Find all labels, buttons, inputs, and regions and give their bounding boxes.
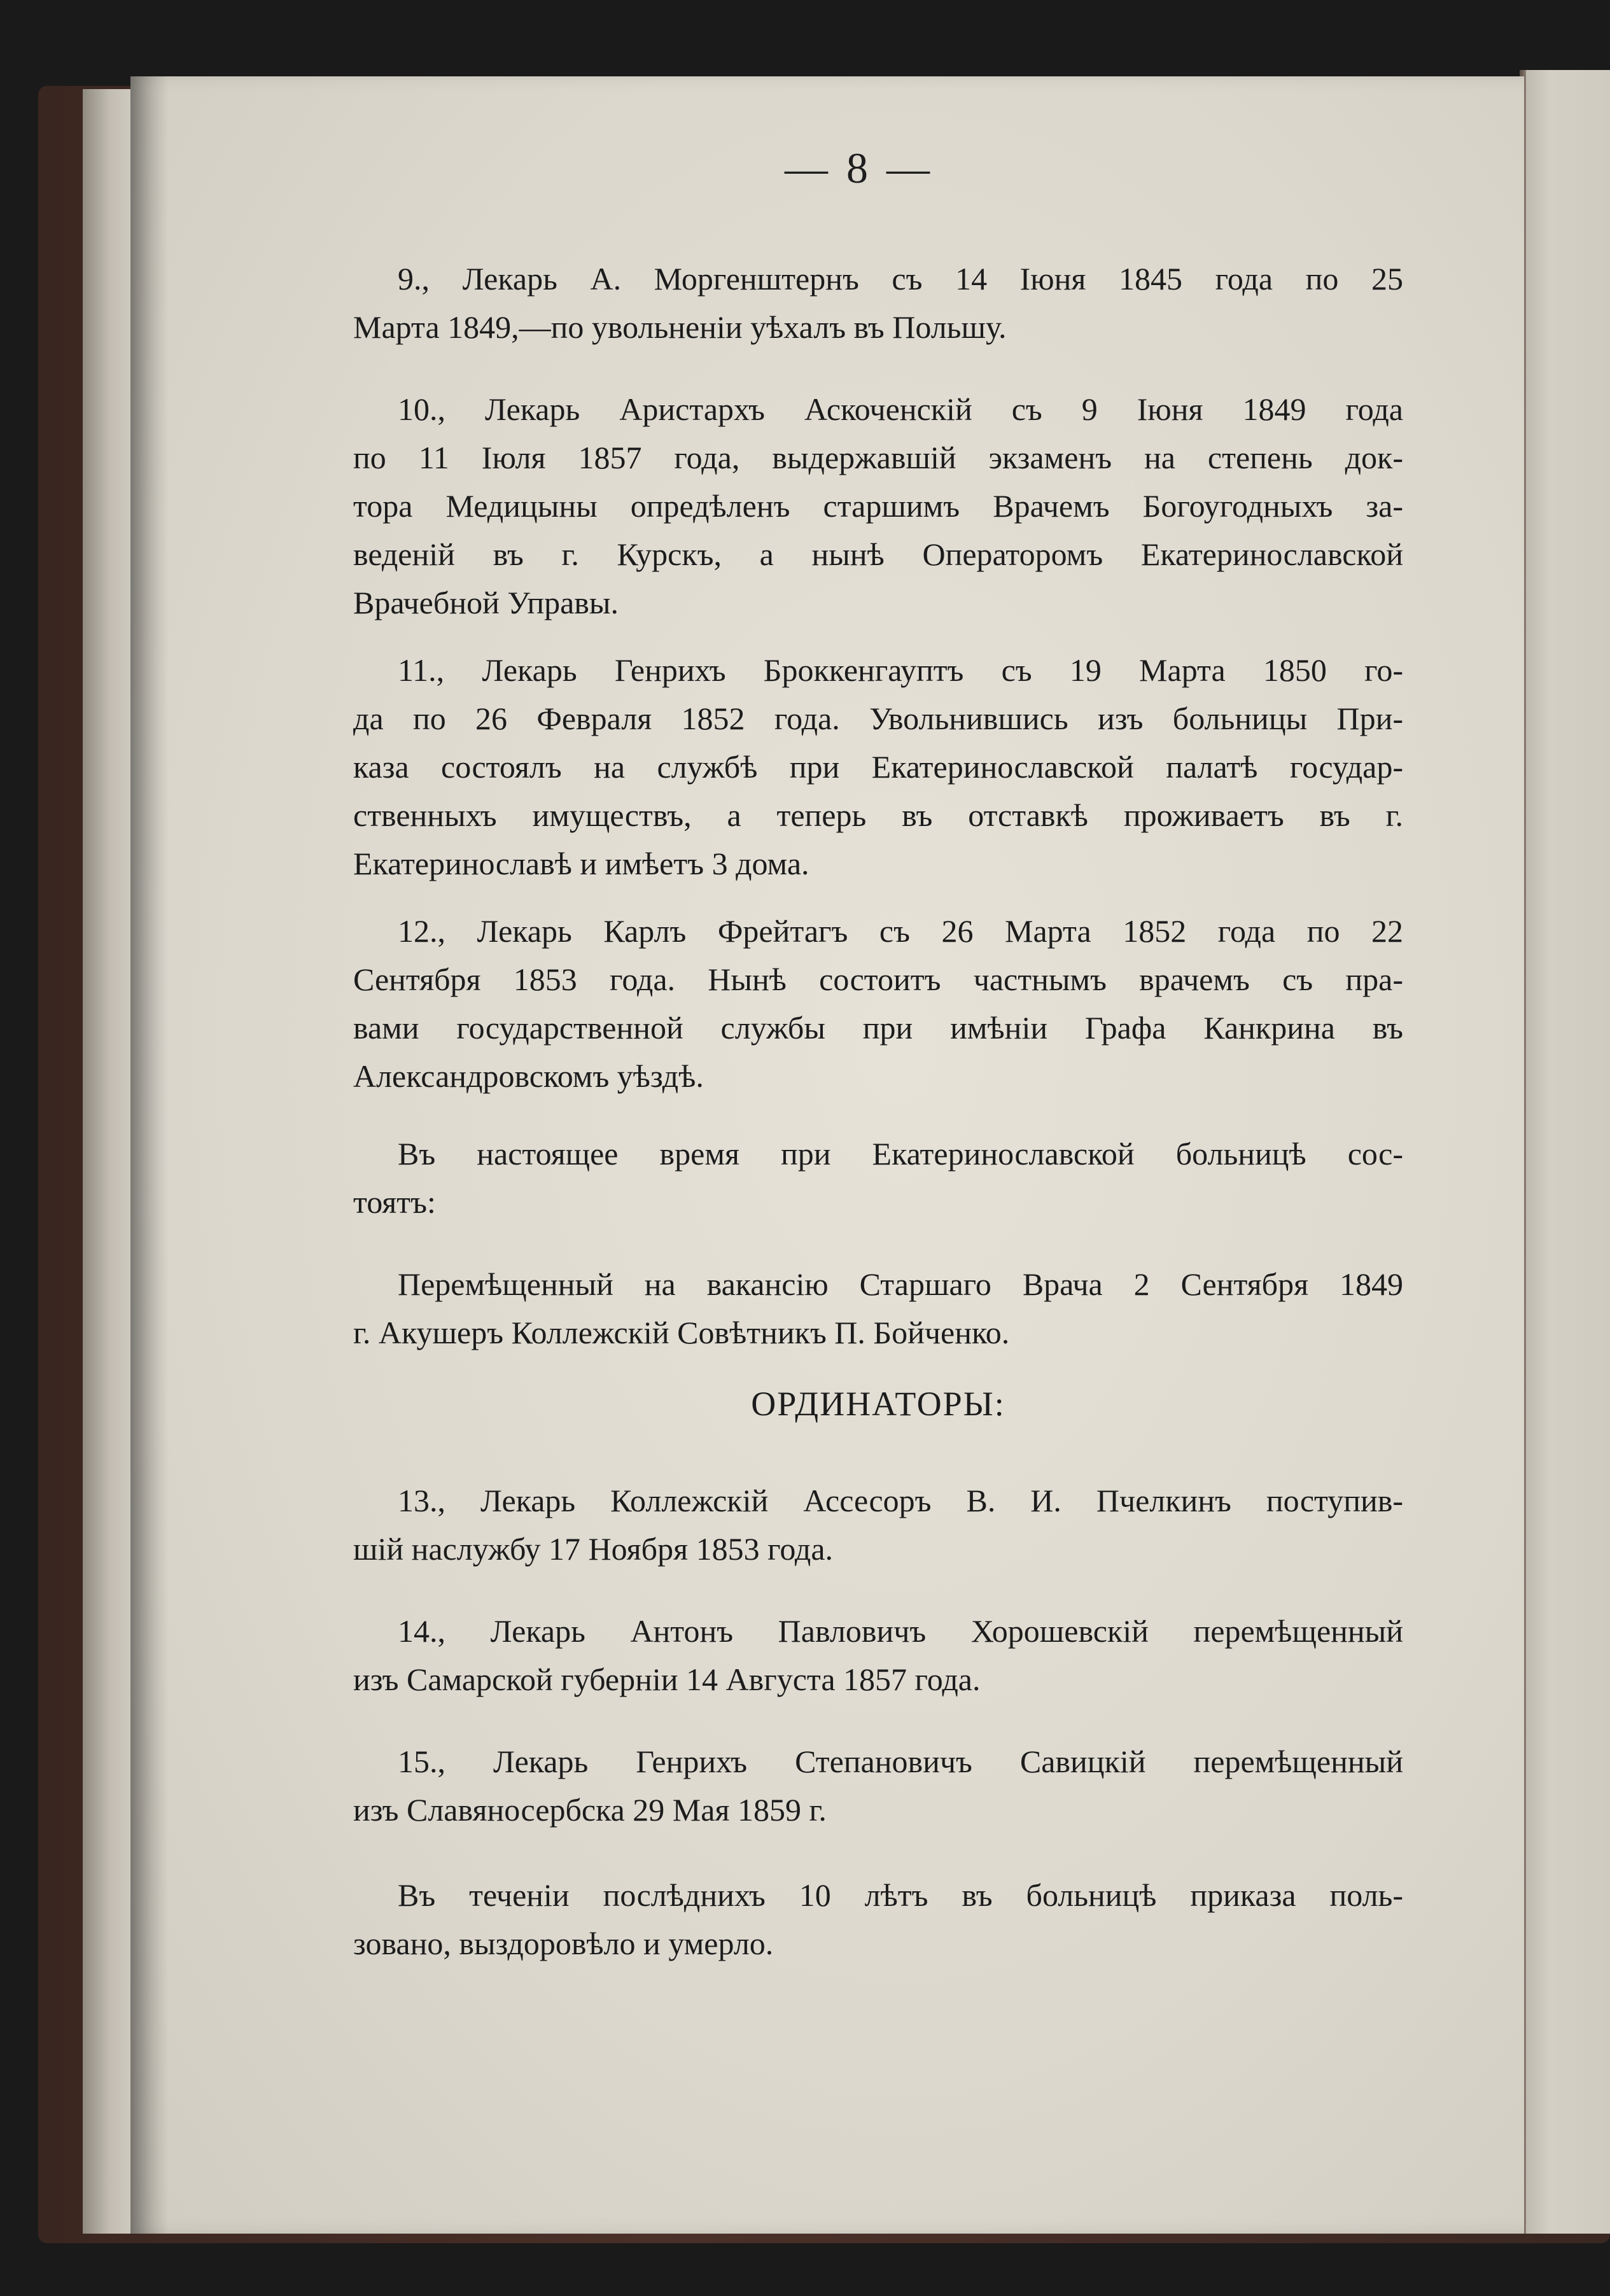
text-line: вами государственной службы при имѣніи Графа Канкрина въ <box>353 1010 1403 1046</box>
text-line: по 11 Іюля 1857 года, выдержавшій экзаменъ на степень док- <box>353 440 1403 475</box>
text-line: ственныхъ имуществъ, а теперь въ отставкѣ проживаетъ въ г. <box>353 797 1403 833</box>
text-line: Перемѣщенный на вакансію Старшаго Врача 2 Сентября 1849 <box>398 1266 1403 1302</box>
entry-11 <box>353 646 1403 888</box>
entry-14 <box>353 1607 1403 1704</box>
text-line: 13., Лекарь Коллежскій Ассесоръ В. И. Пчелкинъ поступив- <box>398 1483 1403 1518</box>
text-line: тоятъ: <box>353 1184 436 1220</box>
text-line: изъ Самарской губерніи 14 Августа 1857 года. <box>353 1662 981 1697</box>
entry-13 <box>353 1476 1403 1573</box>
text-line: 15., Лекарь Генрихъ Степановичъ Савицкій перемѣщенный <box>398 1744 1403 1779</box>
entry-12 <box>353 907 1403 1100</box>
text-line: Марта 1849,—по увольненіи уѣхалъ въ Польшу. <box>353 309 1007 345</box>
current-staff-intro <box>353 1130 1403 1226</box>
text-line: тора Медицыны опредѣленъ старшимъ Врачемъ Богоугодныхъ за- <box>353 488 1403 524</box>
text-line: 11., Лекарь Генрихъ Броккенгауптъ съ 19 Марта 1850 го- <box>398 652 1403 688</box>
text-line: г. Акушеръ Коллежскій Совѣтникъ П. Бойченко. <box>353 1315 1010 1350</box>
section-heading: ОРДИНАТОРЫ: <box>751 1385 1005 1423</box>
text-line: 12., Лекарь Карлъ Фрейтагъ съ 26 Марта 1852 года по 22 <box>398 913 1403 949</box>
facing-page-edge <box>1524 70 1610 2234</box>
text-line: зовано, выздоровѣло и умерло. <box>353 1926 774 1961</box>
text-line: да по 26 Февраля 1852 года. Увольнившись изъ больницы При- <box>353 701 1403 736</box>
text-line: Екатеринославѣ и имѣетъ 3 дома. <box>353 846 809 881</box>
senior-doctor-entry <box>353 1260 1403 1357</box>
text-line: Въ теченіи послѣднихъ 10 лѣтъ въ больницѣ приказа поль- <box>398 1877 1403 1913</box>
text-line: Врачебной Управы. <box>353 585 619 620</box>
text-line: 10., Лекарь Аристархъ Аскоченскій съ 9 Іюня 1849 года <box>398 391 1403 427</box>
page-number: — 8 — <box>785 144 934 192</box>
text-line: Сентября 1853 года. Нынѣ состоитъ частнымъ врачемъ съ пра- <box>353 962 1403 997</box>
text-line: Александровскомъ уѣздѣ. <box>353 1058 704 1094</box>
text-line: каза состоялъ на службѣ при Екатеринославской палатѣ государ- <box>353 749 1403 785</box>
entry-10 <box>353 385 1403 627</box>
statistics-intro <box>353 1871 1403 1968</box>
text-line: шій наслужбу 17 Ноября 1853 года. <box>353 1531 834 1567</box>
text-line: Въ настоящее время при Екатеринославской больницѣ сос- <box>398 1136 1403 1172</box>
text-line: веденій въ г. Курскъ, а нынѣ Операторомъ Екатеринославской <box>353 536 1403 572</box>
entry-15 <box>353 1737 1403 1834</box>
binding-shadow <box>130 76 169 2234</box>
text-line: 14., Лекарь Антонъ Павловичъ Хорошевскій перемѣщенный <box>398 1613 1403 1649</box>
text-line: изъ Славяносербска 29 Мая 1859 г. <box>353 1792 827 1828</box>
entry-9 <box>353 255 1403 351</box>
text-line: 9., Лекарь А. Моргенштернъ съ 14 Іюня 1845 года по 25 <box>398 261 1403 297</box>
